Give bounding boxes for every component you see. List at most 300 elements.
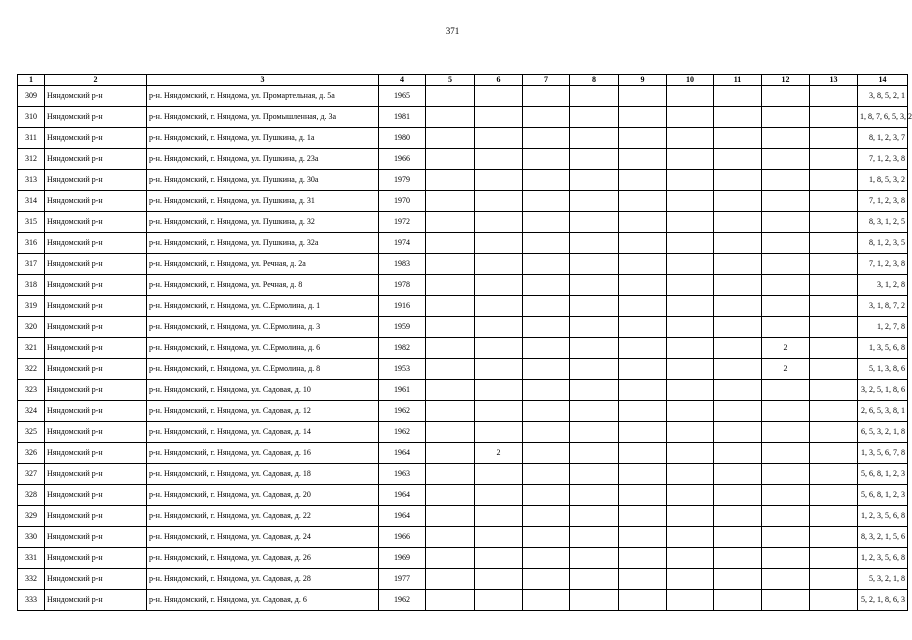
cell-col-10 (667, 422, 714, 443)
cell-col-8 (570, 212, 619, 233)
column-header-4: 4 (379, 75, 426, 86)
cell-col-12 (762, 107, 810, 128)
sequence-cell: 1, 2, 3, 5, 6, 8 (858, 548, 908, 569)
cell-col-8 (570, 170, 619, 191)
cell-col-5 (426, 338, 475, 359)
column-header-2: 2 (45, 75, 147, 86)
district-cell: Няндомский р-н (45, 170, 147, 191)
cell-col-13 (810, 128, 858, 149)
cell-col-6 (475, 275, 523, 296)
sequence-cell: 1, 8, 5, 3, 2 (858, 170, 908, 191)
cell-col-5 (426, 149, 475, 170)
sequence-cell: 8, 3, 2, 1, 5, 6 (858, 527, 908, 548)
table-row (18, 233, 908, 254)
cell-col-12 (762, 149, 810, 170)
address-cell: р-н. Няндомский, г. Няндома, ул. Речная, д. 8 (147, 275, 379, 296)
table-row (18, 212, 908, 233)
cell-col-10 (667, 590, 714, 611)
cell-col-10 (667, 233, 714, 254)
cell-col-6 (475, 254, 523, 275)
cell-col-5 (426, 170, 475, 191)
sequence-cell: 1, 3, 5, 6, 7, 8 (858, 443, 908, 464)
cell-col-6 (475, 590, 523, 611)
cell-col-12 (762, 317, 810, 338)
cell-col-8 (570, 275, 619, 296)
year-cell: 1961 (379, 380, 426, 401)
cell-col-13 (810, 443, 858, 464)
row-number-cell: 328 (18, 485, 45, 506)
cell-col-6 (475, 233, 523, 254)
cell-col-10 (667, 359, 714, 380)
row-number-cell: 333 (18, 590, 45, 611)
cell-col-11 (714, 86, 762, 107)
cell-col-8 (570, 317, 619, 338)
row-number-cell: 325 (18, 422, 45, 443)
cell-col-8 (570, 191, 619, 212)
cell-col-13 (810, 170, 858, 191)
sequence-cell: 3, 1, 8, 7, 2 (858, 296, 908, 317)
cell-col-6 (475, 548, 523, 569)
cell-col-8 (570, 443, 619, 464)
cell-col-12 (762, 254, 810, 275)
address-cell: р-н. Няндомский, г. Няндома, ул. Пушкина, д. 30а (147, 170, 379, 191)
cell-col-7 (523, 338, 570, 359)
cell-col-10 (667, 548, 714, 569)
table-row (18, 107, 908, 128)
cell-col-8 (570, 590, 619, 611)
year-cell: 1972 (379, 212, 426, 233)
cell-col-5 (426, 401, 475, 422)
row-number-cell: 317 (18, 254, 45, 275)
cell-col-13 (810, 296, 858, 317)
district-cell: Няндомский р-н (45, 443, 147, 464)
table-row (18, 506, 908, 527)
row-number-cell: 313 (18, 170, 45, 191)
year-cell: 1959 (379, 317, 426, 338)
district-cell: Няндомский р-н (45, 569, 147, 590)
table-row (18, 569, 908, 590)
cell-col-8 (570, 296, 619, 317)
sequence-cell: 5, 2, 1, 8, 6, 3 (858, 590, 908, 611)
year-cell: 1962 (379, 401, 426, 422)
cell-col-9 (619, 254, 667, 275)
table-row (18, 338, 908, 359)
district-cell: Няндомский р-н (45, 527, 147, 548)
cell-col-9 (619, 485, 667, 506)
address-cell: р-н. Няндомский, г. Няндома, ул. Садовая, д. 18 (147, 464, 379, 485)
table-body (18, 86, 912, 611)
sequence-cell: 5, 6, 8, 1, 2, 3 (858, 485, 908, 506)
cell-col-12 (762, 86, 810, 107)
year-cell: 1962 (379, 590, 426, 611)
cell-col-13 (810, 254, 858, 275)
year-cell: 1970 (379, 191, 426, 212)
cell-col-10 (667, 191, 714, 212)
row-number-cell: 321 (18, 338, 45, 359)
cell-col-13 (810, 464, 858, 485)
cell-col-13 (810, 149, 858, 170)
table-row (18, 380, 908, 401)
cell-col-7 (523, 548, 570, 569)
table-row (18, 191, 908, 212)
cell-col-8 (570, 527, 619, 548)
year-cell: 1966 (379, 149, 426, 170)
cell-col-7 (523, 443, 570, 464)
cell-col-12 (762, 380, 810, 401)
row-number-cell: 322 (18, 359, 45, 380)
district-cell: Няндомский р-н (45, 422, 147, 443)
year-cell: 1980 (379, 128, 426, 149)
cell-col-12: 2 (762, 338, 810, 359)
cell-col-11 (714, 296, 762, 317)
column-header-7: 7 (523, 75, 570, 86)
table-row (18, 443, 908, 464)
cell-col-12 (762, 233, 810, 254)
cell-col-12 (762, 296, 810, 317)
cell-col-11 (714, 485, 762, 506)
cell-col-7 (523, 275, 570, 296)
sequence-cell: 3, 2, 5, 1, 8, 6 (858, 380, 908, 401)
cell-col-12 (762, 485, 810, 506)
row-number-cell: 318 (18, 275, 45, 296)
row-number-cell: 332 (18, 569, 45, 590)
cell-col-11 (714, 317, 762, 338)
district-cell: Няндомский р-н (45, 128, 147, 149)
cell-col-6 (475, 464, 523, 485)
cell-col-8 (570, 86, 619, 107)
sequence-cell: 2, 6, 5, 3, 8, 1 (858, 401, 908, 422)
cell-col-7 (523, 569, 570, 590)
cell-col-8 (570, 149, 619, 170)
cell-col-7 (523, 233, 570, 254)
cell-col-5 (426, 233, 475, 254)
year-cell: 1964 (379, 485, 426, 506)
table-row (18, 275, 908, 296)
cell-col-6 (475, 506, 523, 527)
cell-col-13 (810, 191, 858, 212)
cell-col-6: 2 (475, 443, 523, 464)
sequence-cell: 1, 2, 3, 5, 6, 8 (858, 506, 908, 527)
address-cell: р-н. Няндомский, г. Няндома, ул. Речная, д. 2а (147, 254, 379, 275)
cell-col-9 (619, 212, 667, 233)
cell-col-8 (570, 401, 619, 422)
year-cell: 1969 (379, 548, 426, 569)
cell-col-9 (619, 590, 667, 611)
cell-col-9 (619, 338, 667, 359)
district-cell: Няндомский р-н (45, 296, 147, 317)
cell-col-13 (810, 527, 858, 548)
cell-col-10 (667, 107, 714, 128)
sequence-cell: 3, 1, 2, 8 (858, 275, 908, 296)
cell-col-10 (667, 170, 714, 191)
cell-col-12 (762, 506, 810, 527)
cell-col-5 (426, 422, 475, 443)
address-cell: р-н. Няндомский, г. Няндома, ул. Садовая, д. 6 (147, 590, 379, 611)
sequence-cell: 7, 1, 2, 3, 8 (858, 254, 908, 275)
cell-col-5 (426, 191, 475, 212)
cell-col-10 (667, 527, 714, 548)
cell-col-9 (619, 107, 667, 128)
table-row (18, 401, 908, 422)
row-number-cell: 326 (18, 443, 45, 464)
cell-col-6 (475, 401, 523, 422)
address-cell: р-н. Няндомский, г. Няндома, ул. С.Ермолина, д. 8 (147, 359, 379, 380)
year-cell: 1964 (379, 443, 426, 464)
cell-col-13 (810, 569, 858, 590)
cell-col-7 (523, 212, 570, 233)
year-cell: 1974 (379, 233, 426, 254)
cell-col-6 (475, 212, 523, 233)
district-cell: Няндомский р-н (45, 380, 147, 401)
address-cell: р-н. Няндомский, г. Няндома, ул. Пушкина, д. 31 (147, 191, 379, 212)
district-cell: Няндомский р-н (45, 191, 147, 212)
cell-col-6 (475, 422, 523, 443)
cell-col-11 (714, 359, 762, 380)
sequence-cell: 8, 3, 1, 2, 5 (858, 212, 908, 233)
address-cell: р-н. Няндомский, г. Няндома, ул. Садовая, д. 22 (147, 506, 379, 527)
cell-col-11 (714, 527, 762, 548)
address-cell: р-н. Няндомский, г. Няндома, ул. Садовая, д. 14 (147, 422, 379, 443)
sequence-cell: 8, 1, 2, 3, 5 (858, 233, 908, 254)
row-number-cell: 330 (18, 527, 45, 548)
cell-col-7 (523, 506, 570, 527)
cell-col-8 (570, 107, 619, 128)
address-cell: р-н. Няндомский, г. Няндома, ул. Садовая, д. 20 (147, 485, 379, 506)
cell-col-12 (762, 275, 810, 296)
row-number-cell: 319 (18, 296, 45, 317)
table-row (18, 548, 908, 569)
cell-col-9 (619, 569, 667, 590)
cell-col-5 (426, 317, 475, 338)
table-row (18, 422, 908, 443)
column-header-11: 11 (714, 75, 762, 86)
cell-col-8 (570, 548, 619, 569)
column-header-13: 13 (810, 75, 858, 86)
cell-col-5 (426, 548, 475, 569)
cell-col-7 (523, 128, 570, 149)
table-row (18, 170, 908, 191)
cell-col-6 (475, 296, 523, 317)
cell-col-6 (475, 569, 523, 590)
address-cell: р-н. Няндомский, г. Няндома, ул. Промартельная, д. 5а (147, 86, 379, 107)
cell-col-9 (619, 527, 667, 548)
year-cell: 1982 (379, 338, 426, 359)
address-cell: р-н. Няндомский, г. Няндома, ул. С.Ермолина, д. 6 (147, 338, 379, 359)
cell-col-7 (523, 527, 570, 548)
cell-col-9 (619, 275, 667, 296)
address-cell: р-н. Няндомский, г. Няндома, ул. Промышленная, д. 3а (147, 107, 379, 128)
cell-col-6 (475, 485, 523, 506)
cell-col-7 (523, 464, 570, 485)
table-row (18, 485, 908, 506)
cell-col-6 (475, 359, 523, 380)
district-cell: Няндомский р-н (45, 317, 147, 338)
row-number-cell: 314 (18, 191, 45, 212)
table-row (18, 317, 908, 338)
address-cell: р-н. Няндомский, г. Няндома, ул. Пушкина, д. 1а (147, 128, 379, 149)
cell-col-5 (426, 212, 475, 233)
table-row (18, 527, 908, 548)
cell-col-9 (619, 149, 667, 170)
district-cell: Няндомский р-н (45, 275, 147, 296)
cell-col-5 (426, 275, 475, 296)
sequence-cell: 6, 5, 3, 2, 1, 8 (858, 422, 908, 443)
cell-col-11 (714, 233, 762, 254)
cell-col-10 (667, 338, 714, 359)
district-cell: Няндомский р-н (45, 149, 147, 170)
cell-col-10 (667, 464, 714, 485)
cell-col-12 (762, 569, 810, 590)
year-cell: 1964 (379, 506, 426, 527)
cell-col-10 (667, 506, 714, 527)
sequence-cell: 1, 8, 7, 6, 5, 3, 2 (858, 107, 908, 128)
cell-col-7 (523, 401, 570, 422)
table-row (18, 149, 908, 170)
cell-col-7 (523, 191, 570, 212)
cell-col-10 (667, 212, 714, 233)
district-cell: Няндомский р-н (45, 464, 147, 485)
table-row (18, 296, 908, 317)
cell-col-5 (426, 254, 475, 275)
header-row (18, 75, 908, 86)
sequence-cell: 3, 8, 5, 2, 1 (858, 86, 908, 107)
cell-col-7 (523, 485, 570, 506)
cell-col-8 (570, 485, 619, 506)
column-header-8: 8 (570, 75, 619, 86)
cell-col-6 (475, 527, 523, 548)
row-number-cell: 327 (18, 464, 45, 485)
cell-col-9 (619, 443, 667, 464)
housing-table (17, 74, 912, 611)
row-number-cell: 310 (18, 107, 45, 128)
cell-col-5 (426, 443, 475, 464)
sequence-cell: 7, 1, 2, 3, 8 (858, 191, 908, 212)
row-number-cell: 316 (18, 233, 45, 254)
address-cell: р-н. Няндомский, г. Няндома, ул. Садовая, д. 12 (147, 401, 379, 422)
year-cell: 1983 (379, 254, 426, 275)
cell-col-11 (714, 590, 762, 611)
cell-col-5 (426, 380, 475, 401)
cell-col-11 (714, 149, 762, 170)
cell-col-12 (762, 128, 810, 149)
cell-col-12: 2 (762, 359, 810, 380)
cell-col-13 (810, 86, 858, 107)
year-cell: 1916 (379, 296, 426, 317)
district-cell: Няндомский р-н (45, 107, 147, 128)
cell-col-12 (762, 464, 810, 485)
cell-col-10 (667, 569, 714, 590)
cell-col-6 (475, 170, 523, 191)
cell-col-9 (619, 380, 667, 401)
address-cell: р-н. Няндомский, г. Няндома, ул. Садовая, д. 28 (147, 569, 379, 590)
cell-col-13 (810, 401, 858, 422)
year-cell: 1979 (379, 170, 426, 191)
address-cell: р-н. Няндомский, г. Няндома, ул. Пушкина, д. 32а (147, 233, 379, 254)
cell-col-5 (426, 569, 475, 590)
address-cell: р-н. Няндомский, г. Няндома, ул. Садовая, д. 16 (147, 443, 379, 464)
year-cell: 1965 (379, 86, 426, 107)
year-cell: 1963 (379, 464, 426, 485)
district-cell: Няндомский р-н (45, 401, 147, 422)
cell-col-7 (523, 359, 570, 380)
district-cell: Няндомский р-н (45, 338, 147, 359)
table-row (18, 86, 908, 107)
cell-col-6 (475, 128, 523, 149)
address-cell: р-н. Няндомский, г. Няндома, ул. Садовая, д. 10 (147, 380, 379, 401)
row-number-cell: 320 (18, 317, 45, 338)
year-cell: 1966 (379, 527, 426, 548)
year-cell: 1962 (379, 422, 426, 443)
cell-col-13 (810, 338, 858, 359)
cell-col-12 (762, 590, 810, 611)
cell-col-11 (714, 443, 762, 464)
cell-col-13 (810, 107, 858, 128)
cell-col-12 (762, 548, 810, 569)
cell-col-9 (619, 233, 667, 254)
cell-col-11 (714, 191, 762, 212)
cell-col-10 (667, 149, 714, 170)
cell-col-8 (570, 506, 619, 527)
cell-col-10 (667, 128, 714, 149)
cell-col-11 (714, 380, 762, 401)
cell-col-12 (762, 191, 810, 212)
address-cell: р-н. Няндомский, г. Няндома, ул. С.Ермолина, д. 1 (147, 296, 379, 317)
cell-col-8 (570, 359, 619, 380)
cell-col-9 (619, 422, 667, 443)
cell-col-10 (667, 443, 714, 464)
cell-col-9 (619, 317, 667, 338)
district-cell: Няндомский р-н (45, 485, 147, 506)
address-cell: р-н. Няндомский, г. Няндома, ул. С.Ермолина, д. 3 (147, 317, 379, 338)
year-cell: 1977 (379, 569, 426, 590)
cell-col-11 (714, 107, 762, 128)
cell-col-7 (523, 317, 570, 338)
cell-col-6 (475, 338, 523, 359)
cell-col-8 (570, 128, 619, 149)
row-number-cell: 324 (18, 401, 45, 422)
cell-col-6 (475, 380, 523, 401)
row-number-cell: 309 (18, 86, 45, 107)
row-number-cell: 312 (18, 149, 45, 170)
year-cell: 1953 (379, 359, 426, 380)
district-cell: Няндомский р-н (45, 548, 147, 569)
district-cell: Няндомский р-н (45, 254, 147, 275)
cell-col-8 (570, 233, 619, 254)
cell-col-7 (523, 149, 570, 170)
year-cell: 1978 (379, 275, 426, 296)
cell-col-10 (667, 401, 714, 422)
cell-col-7 (523, 107, 570, 128)
table-row (18, 590, 908, 611)
sequence-cell: 1, 3, 5, 6, 8 (858, 338, 908, 359)
address-cell: р-н. Няндомский, г. Няндома, ул. Пушкина, д. 23а (147, 149, 379, 170)
cell-col-7 (523, 296, 570, 317)
address-cell: р-н. Няндомский, г. Няндома, ул. Садовая, д. 26 (147, 548, 379, 569)
cell-col-5 (426, 464, 475, 485)
cell-col-11 (714, 569, 762, 590)
cell-col-6 (475, 317, 523, 338)
year-cell: 1981 (379, 107, 426, 128)
cell-col-7 (523, 422, 570, 443)
cell-col-8 (570, 569, 619, 590)
cell-col-10 (667, 275, 714, 296)
cell-col-10 (667, 254, 714, 275)
cell-col-13 (810, 233, 858, 254)
table-row (18, 128, 908, 149)
cell-col-13 (810, 212, 858, 233)
district-cell: Няндомский р-н (45, 212, 147, 233)
cell-col-9 (619, 191, 667, 212)
